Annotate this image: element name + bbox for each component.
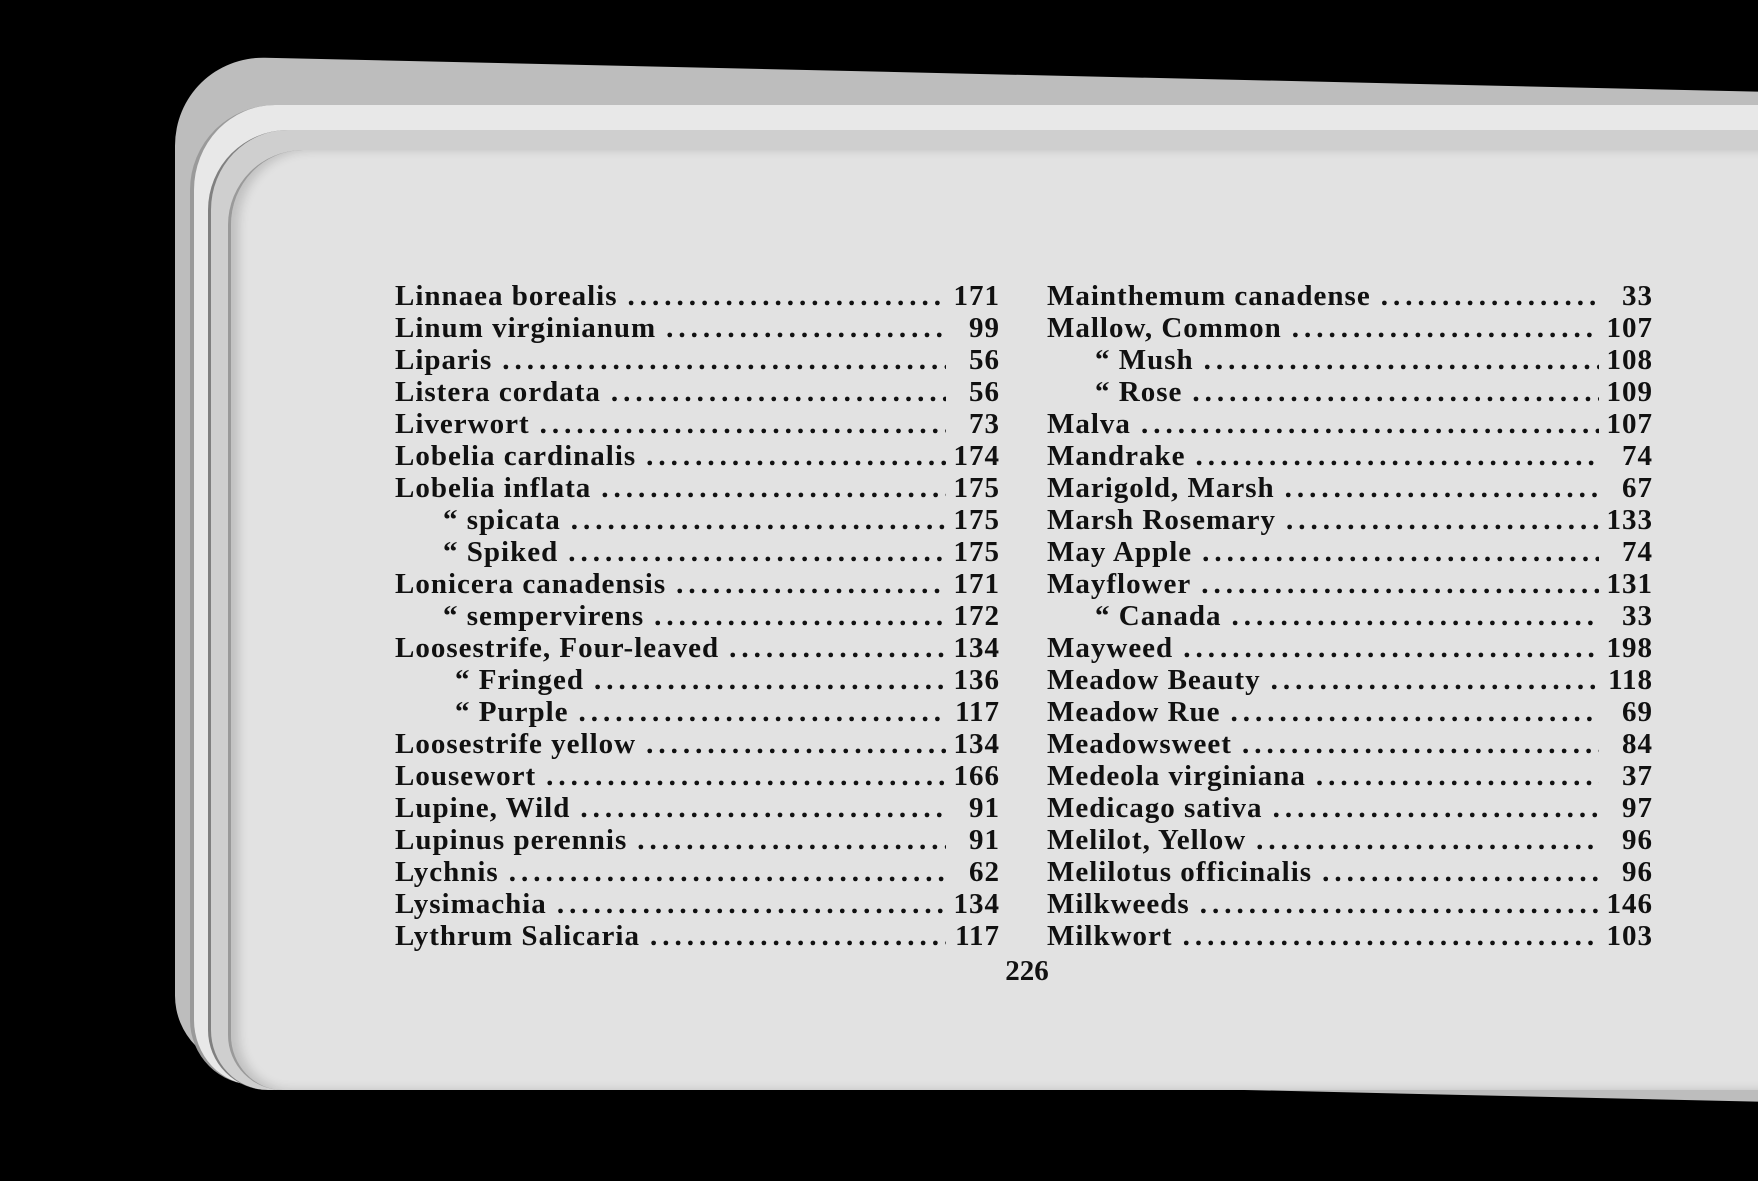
- index-page-number: 69: [1622, 696, 1653, 728]
- index-entry: [395, 600, 1000, 632]
- index-term: Marigold, Marsh: [1047, 472, 1275, 504]
- index-entry: [395, 728, 1000, 760]
- index-entry: [1047, 472, 1653, 504]
- index-entry: [1047, 280, 1653, 312]
- index-entry: [395, 440, 1000, 472]
- dot-leader: [1192, 376, 1599, 408]
- index-term: “ Canada: [1095, 600, 1222, 632]
- index-term: Milkweeds: [1047, 888, 1190, 920]
- index-entry: [1047, 920, 1653, 952]
- index-entry: [395, 856, 1000, 888]
- index-page-number: 91: [969, 792, 1000, 824]
- dot-leader: [654, 600, 946, 632]
- index-entry: [395, 280, 1000, 312]
- index-term: Mayweed: [1047, 632, 1174, 664]
- index-term: Malva: [1047, 408, 1131, 440]
- index-term: “ spicata: [443, 504, 561, 536]
- index-page-number: 136: [953, 664, 1000, 696]
- index-term: Lousewort: [395, 760, 537, 792]
- index-term: Medicago sativa: [1047, 792, 1263, 824]
- dot-leader: [1231, 600, 1599, 632]
- index-page-number: 175: [953, 504, 1000, 536]
- dot-leader: [1316, 760, 1599, 792]
- index-page-number: 174: [953, 440, 1000, 472]
- dot-leader: [637, 824, 946, 856]
- dot-leader: [1242, 728, 1599, 760]
- index-page-number: 37: [1622, 760, 1653, 792]
- index-term: Linum virginianum: [395, 312, 657, 344]
- dot-leader: [557, 888, 946, 920]
- dot-leader: [1141, 408, 1599, 440]
- index-page-number: 109: [1606, 376, 1653, 408]
- index-entry: [395, 376, 1000, 408]
- index-entry: [395, 792, 1000, 824]
- index-term: Liparis: [395, 344, 493, 376]
- index-page-number: 107: [1606, 408, 1653, 440]
- index-entry: [1047, 792, 1653, 824]
- index-entry: [395, 408, 1000, 440]
- index-entry: [395, 344, 1000, 376]
- index-page-number: 134: [953, 632, 1000, 664]
- index-page-number: 107: [1606, 312, 1653, 344]
- index-entry: [1047, 824, 1653, 856]
- dot-leader: [666, 312, 946, 344]
- index-term: Mallow, Common: [1047, 312, 1282, 344]
- index-entry: [395, 568, 1000, 600]
- index-entry: [1047, 632, 1653, 664]
- dot-leader: [1286, 504, 1599, 536]
- index-entry: [395, 632, 1000, 664]
- index-term: Lupine, Wild: [395, 792, 571, 824]
- index-entry: [1047, 888, 1653, 920]
- dot-leader: [1201, 568, 1599, 600]
- dot-leader: [502, 344, 946, 376]
- index-term: Lupinus perennis: [395, 824, 628, 856]
- dot-leader: [1200, 888, 1599, 920]
- dot-leader: [594, 664, 946, 696]
- index-page-number: 117: [955, 696, 1000, 728]
- index-term: Linnaea borealis: [395, 280, 618, 312]
- index-entry: [395, 472, 1000, 504]
- index-page-number: 74: [1622, 536, 1653, 568]
- dot-leader: [580, 792, 946, 824]
- index-page-number: 166: [953, 760, 1000, 792]
- dot-leader: [1204, 344, 1599, 376]
- index-column-left: [395, 280, 1000, 952]
- dot-leader: [1196, 440, 1600, 472]
- dot-leader: [1292, 312, 1599, 344]
- index-term: Melilot, Yellow: [1047, 824, 1247, 856]
- dot-leader: [579, 696, 946, 728]
- dot-leader: [509, 856, 946, 888]
- index-entry: [1047, 696, 1653, 728]
- index-page-number: 175: [953, 536, 1000, 568]
- dot-leader: [611, 376, 946, 408]
- index-page-number: 133: [1606, 504, 1653, 536]
- dot-leader: [546, 760, 946, 792]
- index-entry: [1047, 760, 1653, 792]
- dot-leader: [646, 728, 946, 760]
- index-page-number: 198: [1606, 632, 1653, 664]
- index-entry: [395, 664, 1000, 696]
- dot-leader: [1231, 696, 1599, 728]
- dot-leader: [650, 920, 946, 952]
- dot-leader: [1183, 632, 1599, 664]
- dot-leader: [729, 632, 946, 664]
- index-entry: [1047, 408, 1653, 440]
- index-entry: [1047, 440, 1653, 472]
- index-term: “ sempervirens: [443, 600, 645, 632]
- dot-leader: [1322, 856, 1599, 888]
- dot-leader: [1202, 536, 1599, 568]
- index-entry: [395, 536, 1000, 568]
- index-term: “ Mush: [1095, 344, 1194, 376]
- index-term: Lysimachia: [395, 888, 547, 920]
- dot-leader: [628, 280, 946, 312]
- dot-leader: [1256, 824, 1599, 856]
- index-term: Lobelia cardinalis: [395, 440, 637, 472]
- index-page-number: 56: [969, 344, 1000, 376]
- index-page-number: 97: [1622, 792, 1653, 824]
- dot-leader: [1285, 472, 1599, 504]
- index-term: Mainthemum canadense: [1047, 280, 1371, 312]
- index-page-number: 74: [1622, 440, 1653, 472]
- index-column-right: [1047, 280, 1653, 952]
- index-term: May Apple: [1047, 536, 1193, 568]
- index-entry: [1047, 344, 1653, 376]
- dot-leader: [676, 568, 946, 600]
- index-entry: [1047, 312, 1653, 344]
- index-page-number: 67: [1622, 472, 1653, 504]
- dot-leader: [646, 440, 946, 472]
- index-page-number: 171: [953, 568, 1000, 600]
- index-entry: [1047, 536, 1653, 568]
- page-number-text: 226: [1005, 955, 1049, 987]
- index-entry: [1047, 664, 1653, 696]
- index-entry: [1047, 568, 1653, 600]
- index-term: “ Fringed: [455, 664, 585, 696]
- index-term: Liverwort: [395, 408, 530, 440]
- index-page-number: 172: [953, 600, 1000, 632]
- index-entry: [395, 760, 1000, 792]
- index-page-number: 117: [955, 920, 1000, 952]
- index-page-number: 134: [953, 728, 1000, 760]
- index-page-number: 108: [1606, 344, 1653, 376]
- index-page-number: 84: [1622, 728, 1653, 760]
- dot-leader: [571, 504, 946, 536]
- index-entry: [1047, 376, 1653, 408]
- index-term: Loosestrife, Four-leaved: [395, 632, 720, 664]
- index-page-number: 103: [1606, 920, 1653, 952]
- index-term: Mandrake: [1047, 440, 1186, 472]
- index-page-number: 62: [969, 856, 1000, 888]
- dot-leader: [1183, 920, 1599, 952]
- dot-leader: [601, 472, 946, 504]
- index-term: Lobelia inflata: [395, 472, 592, 504]
- index-term: Melilotus officinalis: [1047, 856, 1313, 888]
- index-term: Lychnis: [395, 856, 499, 888]
- index-term: Milkwort: [1047, 920, 1173, 952]
- index-term: Meadow Beauty: [1047, 664, 1261, 696]
- index-term: Loosestrife yellow: [395, 728, 637, 760]
- index-term: Listera cordata: [395, 376, 601, 408]
- index-term: Medeola virginiana: [1047, 760, 1306, 792]
- index-term: Lythrum Salicaria: [395, 920, 640, 952]
- index-page-number: 118: [1608, 664, 1653, 696]
- index-page-number: 96: [1622, 856, 1653, 888]
- index-term: Mayflower: [1047, 568, 1192, 600]
- index-entry: [1047, 600, 1653, 632]
- index-page-number: 33: [1622, 600, 1653, 632]
- index-page-number: 99: [969, 312, 1000, 344]
- index-term: “ Purple: [455, 696, 569, 728]
- dot-leader: [1381, 280, 1599, 312]
- index-entry: [1047, 728, 1653, 760]
- index-page-number: 171: [953, 280, 1000, 312]
- index-entry: [395, 920, 1000, 952]
- dot-leader: [1273, 792, 1599, 824]
- index-entry: [395, 888, 1000, 920]
- index-page-number: 146: [1606, 888, 1653, 920]
- index-entry: [395, 504, 1000, 536]
- index-term: Lonicera canadensis: [395, 568, 667, 600]
- index-page-number: 131: [1606, 568, 1653, 600]
- index-page-number: 175: [953, 472, 1000, 504]
- index-page-number: 73: [969, 408, 1000, 440]
- index-entry: [1047, 504, 1653, 536]
- index-entry: [395, 312, 1000, 344]
- index-page-number: 33: [1622, 280, 1653, 312]
- index-term: Meadowsweet: [1047, 728, 1232, 760]
- index-page-number: 134: [953, 888, 1000, 920]
- dot-leader: [540, 408, 946, 440]
- index-entry: [1047, 856, 1653, 888]
- index-term: Marsh Rosemary: [1047, 504, 1277, 536]
- index-page-number: 96: [1622, 824, 1653, 856]
- index-entry: [395, 696, 1000, 728]
- index-term: Meadow Rue: [1047, 696, 1221, 728]
- index-term: “ Rose: [1095, 376, 1183, 408]
- index-term: “ Spiked: [443, 536, 559, 568]
- index-page-number: 91: [969, 824, 1000, 856]
- dot-leader: [568, 536, 946, 568]
- index-page-number: 56: [969, 376, 1000, 408]
- index-entry: [395, 824, 1000, 856]
- dot-leader: [1271, 664, 1599, 696]
